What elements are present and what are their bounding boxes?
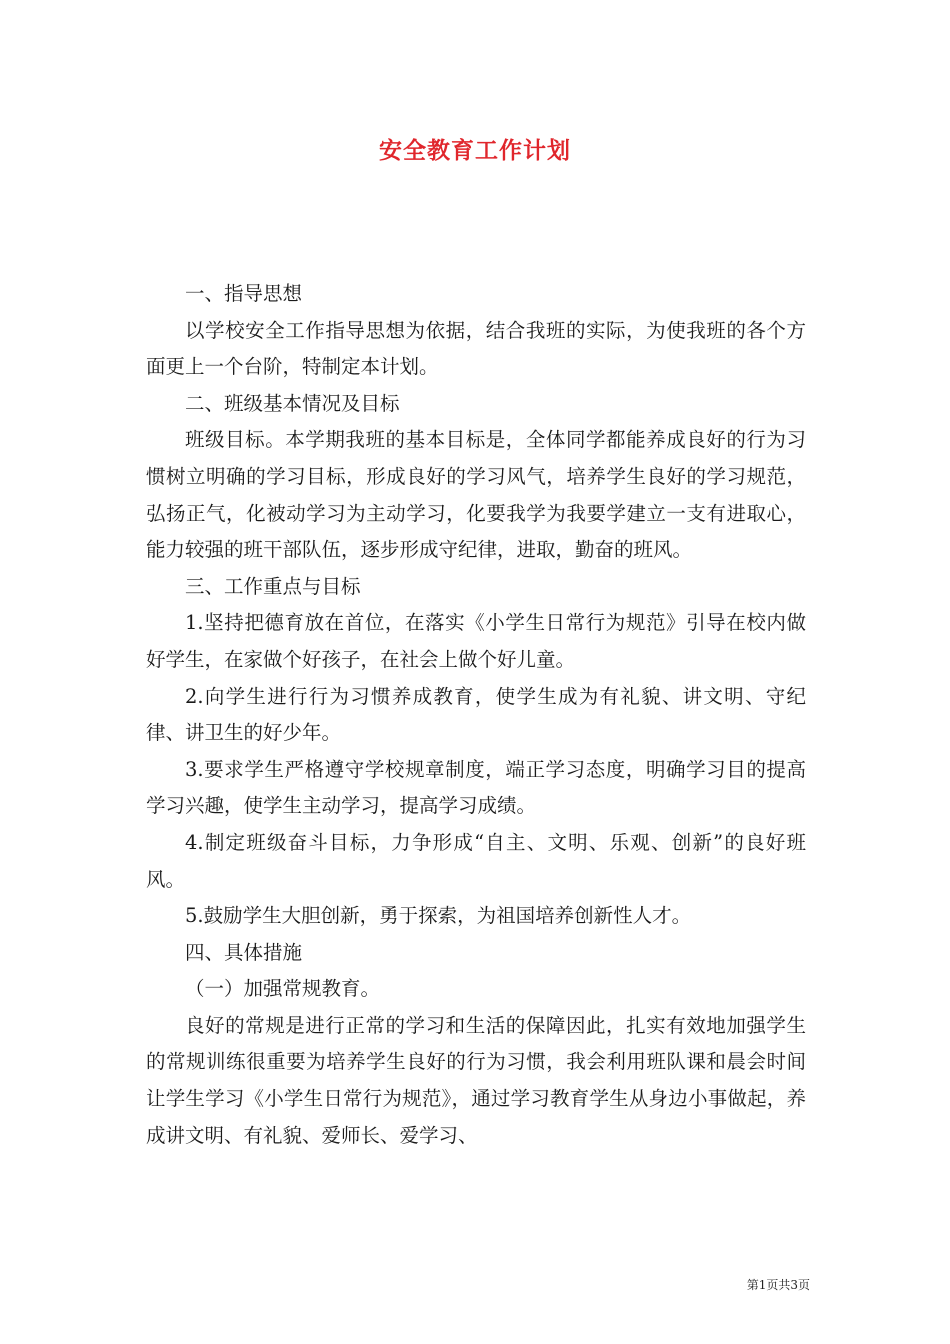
list-item: 3.要求学生严格遵守学校规章制度，端正学习态度，明确学习目的提高学习兴趣，使学生主动学习，提高学习成绩。	[146, 757, 806, 818]
section-heading-2: 二、班级基本情况及目标	[185, 391, 400, 415]
section-heading-4: 四、具体措施	[185, 940, 303, 964]
document-title: 安全教育工作计划	[379, 137, 571, 164]
section-heading-3: 三、工作重点与目标	[185, 574, 361, 598]
document-body	[146, 276, 806, 1154]
list-item: 2.向学生进行行为习惯养成教育，使学生成为有礼貌、讲文明、守纪律、讲卫生的好少年。	[146, 684, 806, 745]
paragraph: 以学校安全工作指导思想为依据，结合我班的实际，为使我班的各个方面更上一个台阶，特制定本计划。	[146, 318, 806, 379]
section-heading-1: 一、指导思想	[185, 282, 303, 305]
subsection-heading: （一）加强常规教育。	[185, 977, 381, 1001]
paragraph: 良好的常规是进行正常的学习和生活的保障因此，扎实有效地加强学生的常规训练很重要为培养学生良好的行为习惯，我会利用班队课和晨会时间让学生学习《小学生日常行为规范》，通过学习教育学生从身边小事做起，养成讲文明、有礼貌、爱师长、爱学习、	[146, 1013, 806, 1147]
page-number: 第1页共3页	[746, 1278, 810, 1292]
paragraph: 班级目标。本学期我班的基本目标是，全体同学都能养成良好的行为习惯树立明确的学习目标，形成良好的学习风气，培养学生良好的学习规范，弘扬正气，化被动学习为主动学习，化要我学为我要学建立一支有进取心，能力较强的班干部队伍，逐步形成守纪律，进取，勤奋的班风。	[146, 428, 806, 562]
list-item: 1.坚持把德育放在首位，在落实《小学生日常行为规范》引导在校内做好学生，在家做个好孩子，在社会上做个好儿童。	[146, 611, 806, 671]
list-item: 4.制定班级奋斗目标，力争形成“自主、文明、乐观、创新”的良好班风。	[146, 830, 806, 891]
list-item: 5.鼓励学生大胆创新，勇于探索，为祖国培养创新性人才。	[185, 904, 692, 928]
